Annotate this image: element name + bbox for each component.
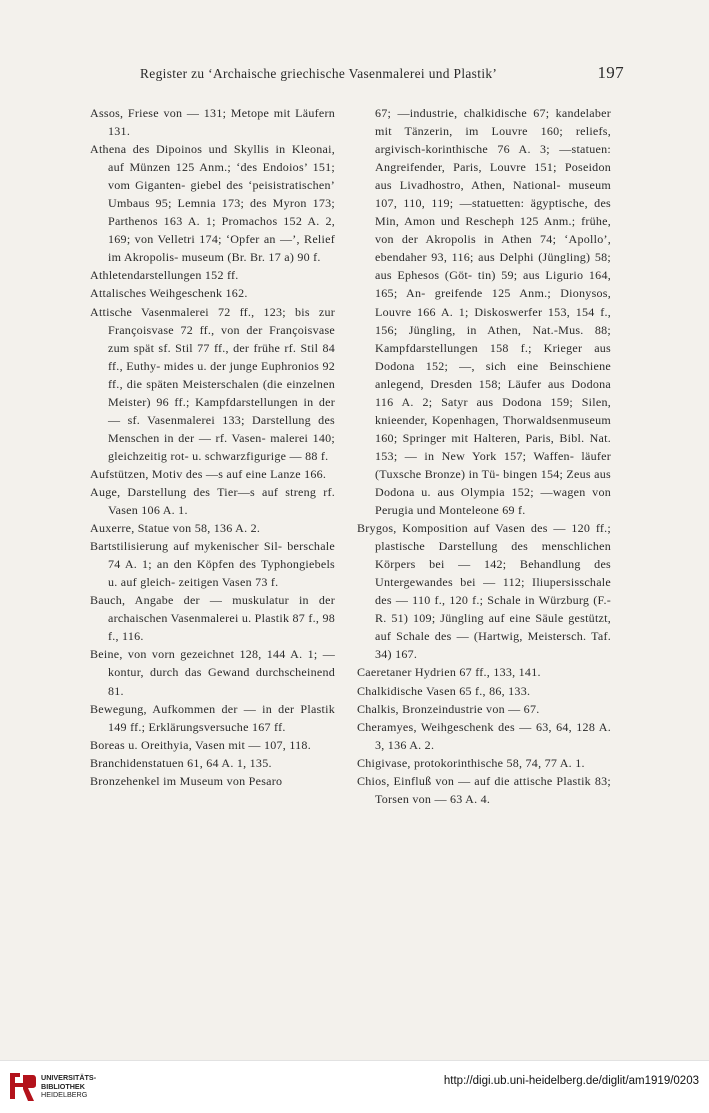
index-entry: 67; —industrie, chalkidische 67; kandelaber mit Tänzerin, im Louvre 160; reliefs, argivisch-korinthische 76 A. 3; —statuen: Angreifender, Paris, Louvre 151; Poseidon aus Livadhostro, Athen, National- museum 107, 110, 119; —statuetten: ägyptische, des Min, Amon und Rescheph 125 Anm.; frühe, von der Akropolis in Athen 74; ‘Apollo’, ebendaher 93, 116; aus Delphi (Jüngling) 58; aus Ephesos (Göt- tin) 59; aus Ligurio 164, 165; An- greifende 125 Anm.; Dionysos, Louvre 166 A. 1; Diskoswerfer 153, 154 f., 156; Jüngling, in Athen, Nat.-Mus. 88; Kampfdarstellungen 158 f.; Krieger aus Dodona 152; —, sich eine Beinschiene anlegend, Dresden 158; Läufer aus Dodona 116 A. 2; Satyr aus Dodona 159; Silen, knieender, Kopenhagen, Thorwaldsenmuseum 160; Springer mit Halteren, Paris, Bibl. Nat. 153; — in New York 157; Waffen- läufer (Tuxsche Bronze) in Tü- bingen 154; Zeus aus Dodona u. aus Olympia 152; —wagen von Perugia und Monteleone 69 f.: [375, 106, 611, 518]
institution-line: BIBLIOTHEK: [41, 1081, 85, 1091]
index-entry: Cheramyes, Weihgeschenk des — 63, 64, 128 A. 3, 136 A. 2.: [357, 719, 611, 752]
page-number: 197: [597, 63, 624, 82]
footer-bar: [0, 1060, 709, 1113]
index-entry: Bauch, Angabe der — muskulatur in der archaischen Vasenmalerei u. Plastik 87 f., 98 f., 116.: [90, 593, 335, 644]
institution-name: [41, 1074, 96, 1100]
index-entry: Attalisches Weihgeschenk 162.: [90, 286, 248, 301]
institution-line: HEIDELBERG: [41, 1090, 88, 1100]
index-entry: Athletendarstellungen 152 ff.: [90, 268, 239, 283]
index-entry: Boreas u. Oreithyia, Vasen mit — 107, 118.: [90, 737, 311, 752]
index-entry: Caeretaner Hydrien 67 ff., 133, 141.: [357, 665, 541, 680]
index-entry: Chios, Einfluß von — auf die attische Plastik 83; Torsen von — 63 A. 4.: [357, 773, 611, 806]
index-entry: Athena des Dipoinos und Skyllis in Kleonai, auf Münzen 125 Anm.; ‘des Endoios’ 151; vom Giganten- giebel des ‘peisistratischen’ Umbaus 95; Lemnia 173; des Myron 173; Parthenos 163 A. 1; Promachos 152 A. 2, 169; von Velletri 174; ‘Opfer an —’, Relief im Akropolis- museum (Br. Br. 17 a) 90 f.: [90, 142, 335, 265]
index-entry: Attische Vasenmalerei 72 ff., 123; bis zur Françoisvase 72 ff., von der Françoisvase zum spät sf. Stil 77 ff., der frühe rf. Stil 84 ff., Euthy- mides u. der junge Euphronios 92 ff., die späten Meisterschalen (die einzelnen Meister) 96 ff.; Kampfdarstellungen in der — sf. Vasenmalerei 133; Darstellung des Menschen in der — rf. Vasen- malerei 140; gleichzeitig rot- u. schwarzfigurige — 88 f.: [90, 304, 335, 463]
index-entry: Bartstilisierung auf mykenischer Sil- berschale 74 A. 1; an den Köpfen des Typhongiebels u. auf gleich- zeitigen Vasen 73 f.: [90, 539, 335, 590]
running-title: Register zu ‘Archaische griechische Vasenmalerei und Plastik’: [140, 66, 498, 81]
left-column: [90, 104, 335, 790]
university-library-logo-icon: [6, 1069, 38, 1105]
index-entry: Aufstützen, Motiv des —s auf eine Lanze 166.: [90, 466, 327, 481]
index-entry: Chalkis, Bronzeindustrie von — 67.: [357, 701, 540, 716]
source-url[interactable]: http://digi.ub.uni-heidelberg.de/diglit/am1919/0203: [443, 1075, 699, 1087]
index-entry: Branchidenstatuen 61, 64 A. 1, 135.: [90, 755, 272, 770]
index-entry: Brygos, Komposition auf Vasen des — 120 ff.; plastische Darstellung des menschlichen Körpers bei — 142; Behandlung des Untergewandes bei — 112; Iliupersisschale des — 110 f., 120 f.; Schale in Würzburg (F.-R. 51) 109; Jüngling auf eine Säule gestützt, auf Schale des — (Hartwig, Meistersch. Taf. 34) 167.: [357, 521, 611, 662]
index-entry: Bronzehenkel im Museum von Pesaro: [90, 773, 283, 788]
right-column: [357, 104, 611, 808]
institution-line: UNIVERSITÄTS-: [41, 1073, 97, 1082]
index-entry: Auge, Darstellung des Tier—s auf streng rf. Vasen 106 A. 1.: [90, 484, 335, 518]
index-entry: Chigivase, protokorinthische 58, 74, 77 A. 1.: [357, 755, 585, 770]
index-entry: Chalkidische Vasen 65 f., 86, 133.: [357, 683, 531, 698]
index-entry: Auxerre, Statue von 58, 136 A. 2.: [90, 521, 261, 536]
index-entry: Bewegung, Aufkommen der — in der Plastik 149 ff.; Erklärungsversuche 167 ff.: [90, 701, 335, 734]
index-entry: Assos, Friese von — 131; Metope mit Läufern 131.: [90, 106, 335, 139]
index-entry: Beine, von vorn gezeichnet 128, 144 A. 1; — kontur, durch das Gewand durchscheinend 81.: [90, 647, 335, 698]
